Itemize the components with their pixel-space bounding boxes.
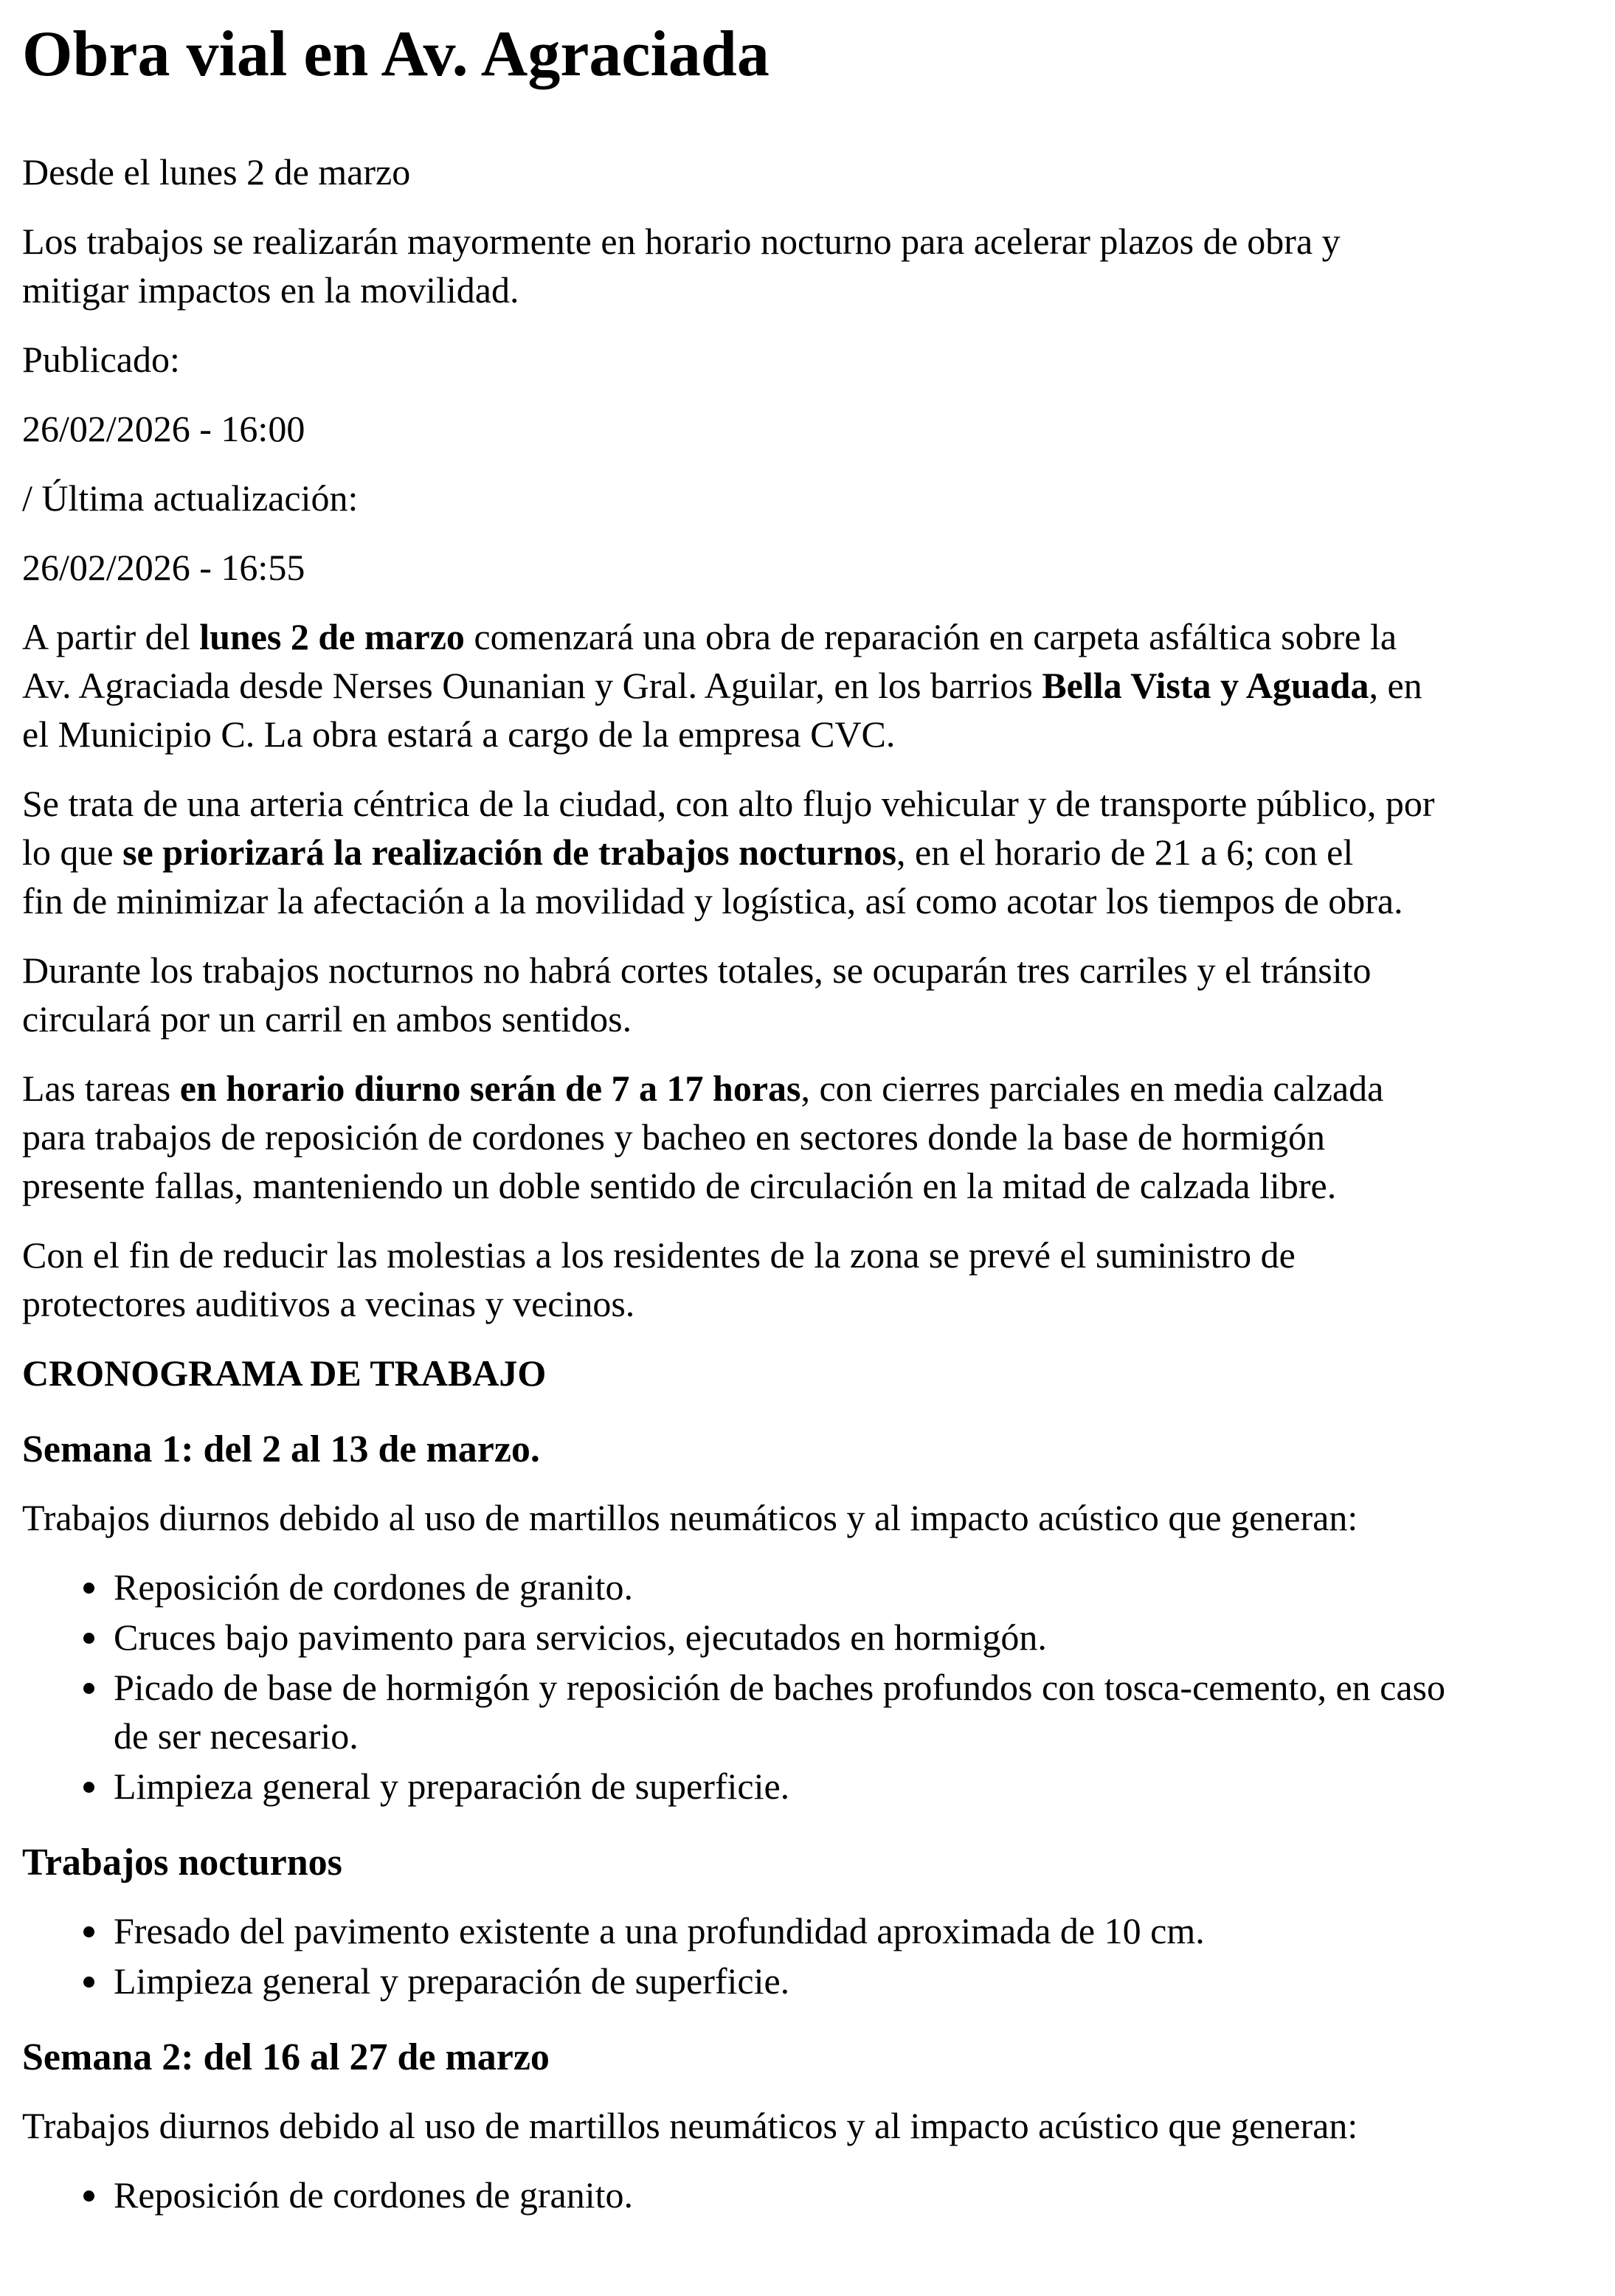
text-segment: el Municipio C. La obra estará a cargo de la empresa CVC.	[22, 713, 896, 755]
paragraph	[22, 612, 1593, 758]
text-line	[22, 148, 1593, 196]
text-line	[114, 1613, 1593, 1662]
text-segment: Fresado del pavimento existente a una profundidad aproximada de 10 cm.	[114, 1910, 1205, 1951]
list-item	[111, 1663, 1593, 1760]
bold-text: Semana 1: del 2 al 13 de marzo.	[22, 1428, 540, 1470]
article-blocks	[22, 148, 1593, 2219]
text-segment: , en	[1369, 665, 1422, 706]
text-line	[22, 1349, 1593, 1397]
list-item	[111, 2171, 1593, 2219]
paragraph	[22, 404, 1593, 453]
text-line	[22, 876, 1593, 925]
paragraph	[22, 2101, 1593, 2150]
paragraph	[22, 1231, 1593, 1328]
paragraph	[22, 779, 1593, 925]
text-segment: Av. Agraciada desde Nerses Ounanian y Gral. Aguilar, en los barrios	[22, 665, 1042, 706]
text-segment: de ser necesario.	[114, 1715, 359, 1757]
text-line	[22, 404, 1593, 453]
bullet-list	[22, 1906, 1593, 2005]
text-segment: Los trabajos se realizarán mayormente en horario nocturno para acelerar plazos de obra y	[22, 221, 1341, 262]
section-heading	[22, 2035, 1593, 2081]
section-heading	[22, 1427, 1593, 1473]
text-segment: / Última actualización:	[22, 477, 359, 519]
text-segment: presente fallas, manteniendo un doble sentido de circulación en la mitad de calzada libre.	[22, 1165, 1337, 1206]
text-segment: Limpieza general y preparación de superficie.	[114, 1960, 790, 2002]
text-line	[22, 2101, 1593, 2150]
text-line	[22, 612, 1593, 661]
text-segment: Picado de base de hormigón y reposición de baches profundos con tosca-cemento, en caso	[114, 1667, 1445, 1708]
text-segment: , en el horario de 21 a 6; con el	[896, 831, 1354, 873]
text-line	[22, 1231, 1593, 1279]
text-line	[114, 1957, 1593, 2005]
text-line	[22, 1161, 1593, 1210]
text-segment: mitigar impactos en la movilidad.	[22, 269, 519, 311]
bold-text: Semana 2: del 16 al 27 de marzo	[22, 2036, 550, 2078]
bold-text: CRONOGRAMA DE TRABAJO	[22, 1352, 547, 1394]
bullet-list	[22, 1563, 1593, 1811]
text-segment: Se trata de una arteria céntrica de la ciudad, con alto flujo vehicular y de transporte público, por	[22, 783, 1435, 824]
text-segment: Cruces bajo pavimento para servicios, ejecutados en hormigón.	[114, 1616, 1047, 1658]
text-line	[22, 217, 1593, 266]
bold-text: se priorizará la realización de trabajos nocturnos	[122, 831, 897, 873]
text-line	[22, 1840, 1593, 1886]
text-line	[22, 543, 1593, 592]
bold-text: en horario diurno serán de 7 a 17 horas	[179, 1068, 801, 1109]
text-segment: 26/02/2026 - 16:00	[22, 408, 305, 449]
text-segment: lo que	[22, 831, 123, 873]
paragraph	[22, 335, 1593, 384]
text-line	[22, 335, 1593, 384]
text-line	[22, 661, 1593, 710]
text-segment: Las tareas	[22, 1068, 180, 1109]
text-segment: Desde el lunes 2 de marzo	[22, 151, 411, 193]
text-segment: Trabajos diurnos debido al uso de martillos neumáticos y al impacto acústico que generan:	[22, 2105, 1358, 2146]
text-line	[114, 1712, 1593, 1760]
text-line	[22, 266, 1593, 314]
text-line	[22, 710, 1593, 758]
text-segment: Publicado:	[22, 339, 180, 380]
text-line	[22, 1279, 1593, 1328]
text-line	[114, 1762, 1593, 1811]
list-item	[111, 1957, 1593, 2005]
bold-text: lunes 2 de marzo	[199, 616, 465, 657]
paragraph	[22, 148, 1593, 196]
text-segment: Durante los trabajos nocturnos no habrá cortes totales, se ocuparán tres carriles y el tránsito	[22, 950, 1372, 991]
text-segment: Con el fin de reducir las molestias a los residentes de la zona se prevé el suministro de	[22, 1234, 1296, 1276]
text-segment: comenzará una obra de reparación en carpeta asfáltica sobre la	[464, 616, 1397, 657]
text-line	[22, 2035, 1593, 2081]
paragraph	[22, 1064, 1593, 1210]
bold-text: Bella Vista y Aguada	[1042, 665, 1369, 706]
text-line	[22, 1427, 1593, 1473]
bullet-list	[22, 2171, 1593, 2219]
paragraph	[22, 217, 1593, 314]
text-segment: protectores auditivos a vecinas y vecinos.	[22, 1283, 635, 1324]
text-segment: Limpieza general y preparación de superficie.	[114, 1766, 790, 1807]
list-item	[111, 1762, 1593, 1811]
text-line	[114, 1906, 1593, 1955]
text-line	[22, 474, 1593, 522]
text-line	[114, 2171, 1593, 2219]
paragraph	[22, 543, 1593, 592]
list-item	[111, 1906, 1593, 1955]
text-segment: , con cierres parciales en media calzada	[800, 1068, 1384, 1109]
text-segment: fin de minimizar la afectación a la movilidad y logística, así como acotar los tiempos de obra.	[22, 880, 1403, 921]
text-segment: A partir del	[22, 616, 200, 657]
text-line	[22, 828, 1593, 876]
text-line	[22, 1113, 1593, 1161]
text-segment: para trabajos de reposición de cordones y bacheo en sectores donde la base de hormigón	[22, 1116, 1326, 1158]
text-line	[22, 946, 1593, 995]
text-segment: 26/02/2026 - 16:55	[22, 547, 305, 588]
text-line	[22, 995, 1593, 1043]
section-heading	[22, 1840, 1593, 1886]
text-line	[114, 1663, 1593, 1712]
text-segment: Reposición de cordones de granito.	[114, 1566, 633, 1608]
paragraph	[22, 1349, 1593, 1397]
text-line	[114, 1563, 1593, 1611]
paragraph	[22, 946, 1593, 1043]
bold-text: Trabajos nocturnos	[22, 1842, 342, 1884]
text-segment: circulará por un carril en ambos sentidos.	[22, 998, 632, 1040]
list-item	[111, 1563, 1593, 1611]
paragraph	[22, 1493, 1593, 1542]
text-segment: Reposición de cordones de granito.	[114, 2174, 633, 2216]
text-line	[22, 1493, 1593, 1542]
text-segment: Trabajos diurnos debido al uso de martillos neumáticos y al impacto acústico que generan:	[22, 1497, 1358, 1538]
text-line	[22, 1064, 1593, 1113]
page-title: Obra vial en Av. Agraciada	[22, 18, 770, 90]
paragraph	[22, 474, 1593, 522]
text-line	[22, 779, 1593, 828]
list-item	[111, 1613, 1593, 1662]
article-body	[22, 18, 1593, 2219]
